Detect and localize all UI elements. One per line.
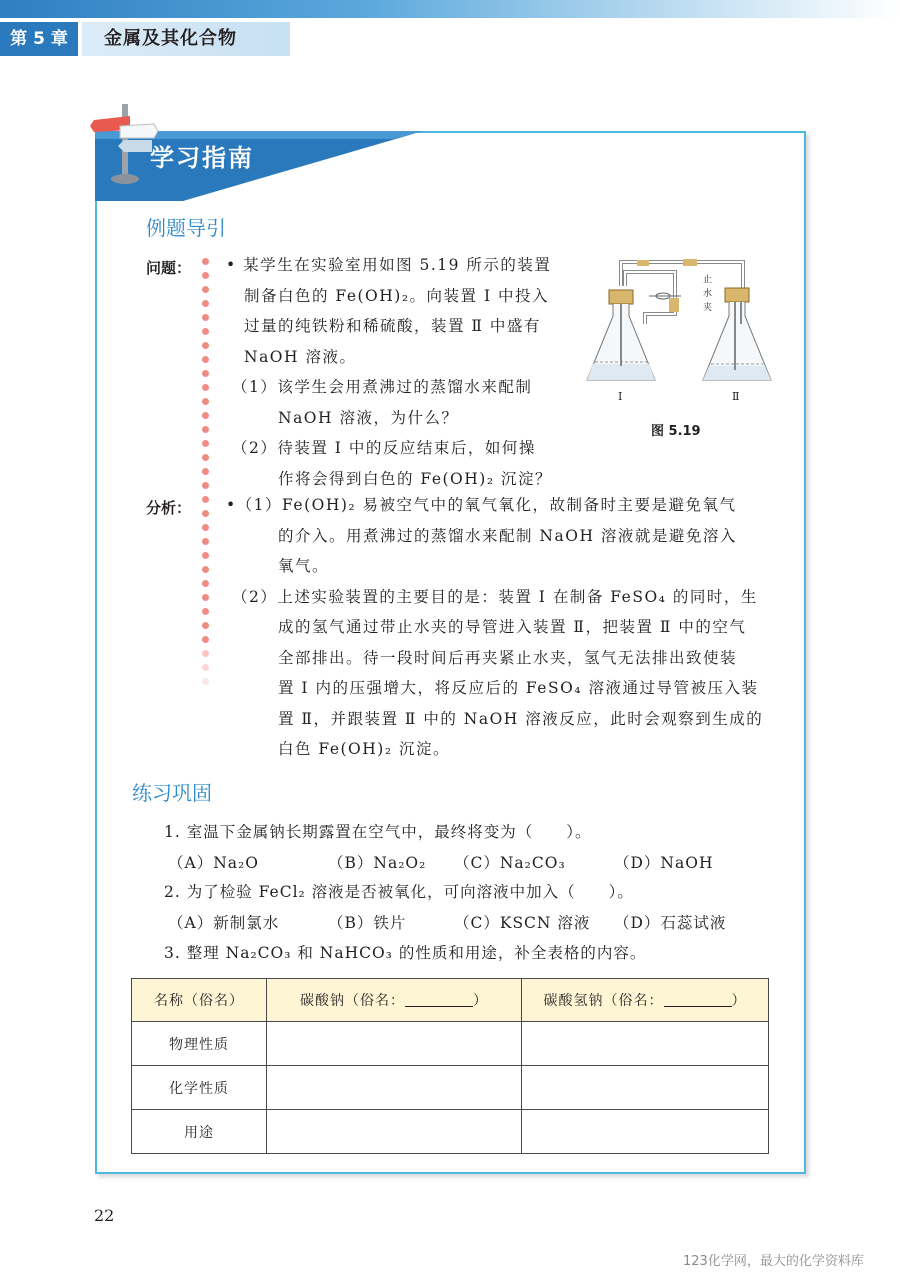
question-line: NaOH 溶液，为什么？ (278, 408, 459, 427)
analysis-line: （2）上述实验装置的主要目的是：装置 Ⅰ 在制备 FeSO₄ 的同时，生 (232, 587, 758, 606)
divider-dot (202, 398, 209, 405)
divider-dot (202, 412, 209, 419)
divider-dot (202, 608, 209, 615)
divider-dot (202, 370, 209, 377)
divider-dot (202, 580, 209, 587)
option-c: （C）KSCN 溶液 (454, 914, 591, 932)
clamp-label: 水 (703, 289, 713, 299)
question-line: 作将会得到白色的 Fe(OH)₂ 沉淀？ (278, 469, 552, 488)
clamp-label: 夹 (703, 303, 713, 313)
divider-dot (202, 566, 209, 573)
question-label: 问题： (146, 259, 192, 277)
divider-dot (202, 636, 209, 643)
question-line: （2）待装置 Ⅰ 中的反应结束后，如何操 (232, 439, 536, 457)
table-header-text: 碳酸氢钠（俗名： (543, 993, 664, 1009)
option-a: （A）新制氯水 (168, 914, 280, 932)
analysis-text (226, 490, 763, 765)
apparatus-figure (585, 254, 785, 404)
answer-cell[interactable] (522, 1110, 769, 1154)
table-header (267, 979, 522, 1022)
question-1-options (168, 851, 768, 871)
answer-blank[interactable] (405, 992, 473, 1007)
answer-cell[interactable] (267, 1110, 522, 1154)
question-2-options (168, 911, 768, 931)
page-number: 22 (94, 1206, 115, 1225)
question-text (226, 250, 552, 494)
divider-dot (202, 440, 209, 447)
row-label: 化学性质 (132, 1066, 267, 1110)
divider-dot (202, 342, 209, 349)
row-label: 物理性质 (132, 1022, 267, 1066)
divider-dot (202, 454, 209, 461)
divider-dot (202, 286, 209, 293)
analysis-line: 的介入。用煮沸过的蒸馏水来配制 NaOH 溶液就是避免溶入 (278, 526, 737, 545)
divider-dot (202, 650, 209, 657)
divider-dot (202, 594, 209, 601)
divider-dot (202, 384, 209, 391)
table-header-row (132, 979, 769, 1022)
figure-caption: 图 5.19 (651, 424, 701, 439)
option-c: （C）Na₂CO₃ (454, 854, 566, 872)
divider-dot (202, 496, 209, 503)
analysis-line: 成的氢气通过带止水夹的导管进入装置 Ⅱ，把装置 Ⅱ 中的空气 (278, 618, 747, 636)
answer-cell[interactable] (267, 1022, 522, 1066)
table-header: 名称（俗名） (132, 979, 267, 1022)
chapter-title: 金属及其化合物 (82, 22, 290, 56)
table-row (132, 1066, 769, 1110)
divider-dot (202, 258, 209, 265)
divider-dot (202, 552, 209, 559)
analysis-line: •（1）Fe(OH)₂ 易被空气中的氧气氧化，故制备时主要是避免氧气 (226, 496, 737, 514)
example-heading: 例题导引 (146, 216, 226, 240)
question-1: 1. 室温下金属钠长期露置在空气中，最终将变为（ ）。 (164, 823, 592, 841)
answer-cell[interactable] (522, 1066, 769, 1110)
analysis-line: 白色 Fe(OH)₂ 沉淀。 (278, 740, 450, 758)
top-color-bar (0, 0, 900, 18)
divider-dot (202, 622, 209, 629)
divider-dot (202, 482, 209, 489)
analysis-line: 置 Ⅱ，并跟装置 Ⅱ 中的 NaOH 溶液反应，此时会观察到生成的 (278, 709, 764, 728)
properties-table (131, 978, 769, 1154)
table-header-text: 碳酸钠（俗名： (300, 993, 405, 1009)
option-b: （B）Na₂O₂ (328, 854, 427, 872)
chapter-number: 第 5 章 (0, 22, 78, 56)
table-row (132, 1110, 769, 1154)
divider-dot (202, 426, 209, 433)
flask-label-2: Ⅱ (732, 390, 740, 403)
footer-watermark: 123化学网，最大的化学资料库 (683, 1254, 864, 1269)
divider-dot (202, 272, 209, 279)
question-line: 制备白色的 Fe(OH)₂。向装置 Ⅰ 中投入 (244, 286, 550, 305)
analysis-line: 氧气。 (278, 557, 330, 575)
analysis-line: 全部排出。待一段时间后再夹紧止水夹，氢气无法排出致使装 (278, 648, 738, 667)
divider-dot (202, 300, 209, 307)
question-line: NaOH 溶液。 (244, 347, 357, 366)
divider-dot (202, 538, 209, 545)
answer-blank[interactable] (664, 992, 732, 1007)
answer-cell[interactable] (267, 1066, 522, 1110)
guide-title: 学习指南 (150, 144, 254, 172)
option-d: （D）石蕊试液 (614, 914, 727, 932)
divider-dot (202, 678, 209, 685)
table-header-text: ） (731, 993, 747, 1009)
divider-dot (202, 356, 209, 363)
question-line: • 某学生在实验室用如图 5.19 所示的装置 (226, 256, 552, 274)
row-label: 用途 (132, 1110, 267, 1154)
flask-label-1: Ⅰ (618, 390, 623, 403)
table-row (132, 1022, 769, 1066)
divider-dot (202, 524, 209, 531)
option-d: （D）NaOH (614, 854, 714, 872)
analysis-line: 置 Ⅰ 内的压强增大，将反应后的 FeSO₄ 溶液通过导管被压入装 (278, 679, 759, 697)
practice-heading: 练习巩固 (132, 781, 212, 805)
question-line: （1）该学生会用煮沸过的蒸馏水来配制 (232, 378, 533, 396)
divider-dot (202, 510, 209, 517)
analysis-label: 分析： (146, 499, 192, 517)
option-a: （A）Na₂O (168, 854, 259, 872)
divider-dot (202, 664, 209, 671)
option-b: （B）铁片 (328, 914, 407, 932)
question-2: 2. 为了检验 FeCl₂ 溶液是否被氧化，可向溶液中加入（ ）。 (164, 883, 634, 901)
divider-dot (202, 468, 209, 475)
divider-dot (202, 328, 209, 335)
answer-cell[interactable] (522, 1022, 769, 1066)
question-line: 过量的纯铁粉和稀硫酸，装置 Ⅱ 中盛有 (244, 317, 541, 335)
table-header (522, 979, 769, 1022)
divider-dot (202, 314, 209, 321)
table-header-text: ） (473, 993, 488, 1009)
dotted-divider (202, 258, 212, 698)
question-3: 3. 整理 Na₂CO₃ 和 NaHCO₃ 的性质和用途，补全表格的内容。 (164, 944, 647, 962)
clamp-label: 止 (703, 275, 713, 285)
